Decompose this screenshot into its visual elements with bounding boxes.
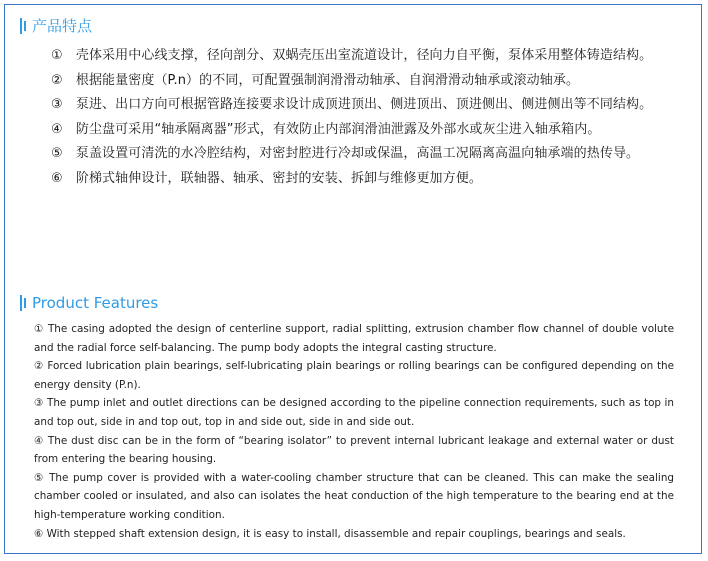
en-feature-item: ⑥ With stepped shaft extension design, it is easy to install, disassemble and repair couplings, bearings and seals. (34, 527, 626, 540)
zh-feature-item: ⑤ 泵盖设置可清洗的水冷腔结构，对密封腔进行冷却或保温，高温工况隔离高温向轴承端的热传导。 (51, 146, 640, 161)
zh-feature-item: ④ 防尘盘可采用“轴承隔离器”形式，有效防止内部润滑油泄露及外部水或灰尘进入轴承箱内。 (51, 121, 601, 137)
zh-feature-item: ③ 泵进、出口方向可根据管路连接要求设计成顶进顶出、侧进顶出、顶进侧出、侧进侧出等不同结构。 (51, 97, 653, 112)
en-section-heading (20, 294, 158, 312)
en-feature-item: ② Forced lubrication plain bearings, self-lubricating plain bearings or rolling bearings can be configured depending on the energy density (P.n). (34, 360, 674, 391)
zh-feature-item: ① 壳体采用中心线支撑，径向剖分、双蜗壳压出室流道设计，径向力自平衡，泵体采用整体铸造结构。 (51, 48, 653, 63)
en-feature-item: ⑤ The pump cover is provided with a water-cooling chamber structure that can be cleaned. This can make the sealing chamber cooled or insulated, and also can isolates the heat conduction of the high temperature to the bearing end at the high-temperature working condition. (34, 471, 674, 521)
zh-section-heading (20, 15, 92, 36)
heading-bar-icon (20, 18, 29, 34)
en-feature-item: ① The casing adopted the design of centerline support, radial splitting, extrusion chamber flow channel of double volute and the radial force self-balancing. The pump body adopts the integral casting structure. (34, 323, 674, 354)
en-feature-item: ④ The dust disc can be in the form of “bearing isolator” to prevent internal lubricant leakage and external water or dust from entering the bearing housing. (34, 434, 674, 466)
zh-feature-list (15, 44, 688, 191)
en-feature-item: ③ The pump inlet and outlet directions can be designed according to the pipeline connection requirements, such as top in and top out, side in and top out, top in and side out, side in and side out. (34, 397, 674, 428)
heading-bar-icon (20, 295, 29, 311)
zh-section-title: 产品特点 (32, 17, 93, 35)
zh-feature-item: ② 根据能量密度（P.n）的不同，可配置强制润滑滑动轴承、自润滑滑动轴承或滚动轴承。 (51, 72, 580, 88)
en-section-title: Product Features (32, 294, 159, 312)
en-feature-list (34, 320, 674, 543)
zh-feature-item: ⑥ 阶梯式轴伸设计，联轴器、轴承、密封的安装、拆卸与维修更加方便。 (51, 170, 482, 186)
